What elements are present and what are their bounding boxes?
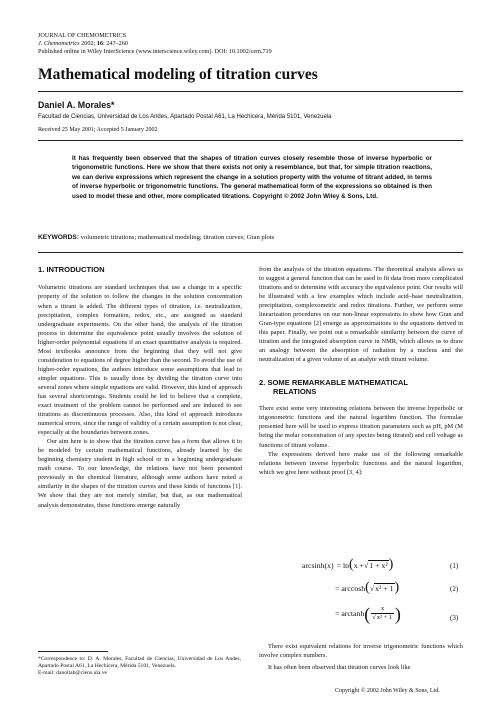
relations-paragraph-4: It has often been observed that titration curves look like [268,664,411,672]
abstract: It has frequently been observed that the shapes of titration curves closely resemble those of inverse hyperbolic or trigonometric functions. Here we show that there exists not only a resemblance, but that, for simple titration reactions, we can derive expressions which represent the change in a solution property with the volume of titrant added, in terms of inverse hyperbolic or trigonometric functions. The general mathematical form of the expressions so obtained is then used to model these and other, more complicated titrations. Copyright © 2002 John Wiley & Sons, Ltd. [72,155,432,200]
footnote-correspondence: *Correspondence to: D. A. Morales, Facultad de Ciencias, Universidad de Los Andes, Apartado Postal A61, La Hechicera, Mérida 5101, Venezuela. [38,656,241,669]
footnote-email: E-mail: danoltab@ciens.ula.ve [38,670,107,676]
eq1-sqrt-term: 1 + x² [369,561,388,570]
section-heading-relations-line1: 2. SOME REMARKABLE MATHEMATICAL [259,377,409,387]
equation-1: arcsinh(x) = ln ( x + √ 1 + x² ) [302,557,394,572]
equation-2: = arccosh ( √ x² + 1 ) [335,580,400,595]
journal-name: JOURNAL OF CHEMOMETRICS [38,32,127,39]
received-dates: Received 25 May 2001; Accepted 5 January 2002 [38,127,158,133]
publication-info: Published online in Wiley InterScience (www.interscience.wiley.com). DOI: 10.1002/cem.719 [38,48,272,55]
equation-1-number: (1) [450,562,459,570]
journal-citation [38,40,272,48]
section-heading-introduction: 1. INTRODUCTION [38,265,105,274]
intro-paragraph-1: Volumetric titrations are standard techniques that use a change in a specific property of the solution to follow the changes in the solution concentration when a titrant is added. The different types of titration, i.e. neutralization, precipitation, complex formation, redox, etc., are assigned as standard undergraduate experiments. On the other hand, the analysis of the titration process to determine the equivalence point usually involves the solution of higher-order polynomial equations if an exact quantitative analysis is required. Most textbooks announce from the beginning that they will not give consideration to equations of degree higher than the second. To avoid the use of higher-order equations, the authors introduce some assumptions that lead to simpler equations. This is usually done by dividing the titration curve into several zones where simple equations are valid. However, this kind of approach has several shortcomings. Students could be led to believe that a complete, exact treatment of the problem cannot be performed and are induced to see titrations as discontinuous processes. Also, this kind of approach introduces numerical errors, since the range of validity of a certain assumption is not clear, especially at the boundaries between zones. [38,284,242,437]
keywords-text: volumetric titrations; mathematical modeling; titration curves; Gran plots [79,234,275,241]
citation-year: 2002; [79,40,97,47]
paper-title: Mathematical modeling of titration curves [38,66,318,83]
author-name: Daniel A. Morales* [38,100,115,110]
equation-3: = arctanh ( $\frac{x}{\text{√x² + 1}}$ ) [335,603,401,624]
relations-paragraph-2: The expressions derived here make use of the following remarkable relations between inverse hyperbolic functions and the natural logarithm, which we give here without proof [3, 4]: [259,450,463,476]
eq3-rhs-function: = arctanh [335,609,365,618]
page-copyright: Copyright © 2002 John Wiley & Sons, Ltd. [335,688,440,694]
equation-2-number: (2) [450,585,459,593]
keywords-rule [38,252,463,253]
title-rule [38,91,463,92]
footnote [38,656,241,677]
journal-header [38,32,272,56]
section-heading-relations-line2: RELATIONS [273,386,317,396]
section-heading-relations [259,378,463,397]
eq1-inner: x + [353,560,364,570]
eq3-fraction: $\frac{x}{\text{√x² + 1}}$ [372,605,392,621]
right-column-continued [259,642,463,672]
intro-paragraph-2: Our aim here is to show that the titration curve has a form that allows it to be modeled by certain mathematical functions, already learned by the beginning chemistry student in high school or in a beginning undergraduate math course. To our knowledge, the relations have not been presented previously in the chemical literature, although some authors have noted a similarity in the shapes of the titration curves and these kinds of functions [1]. We show that they are not merely similar, but that, as our mathematical analysis demonstrates, these functions emerge naturally [38,438,242,509]
eq3-denominator: x² + 1 [376,614,392,621]
right-column [259,265,463,477]
citation-journal: J. Chemometrics [38,40,80,47]
abstract-top-rule [38,140,463,141]
footnote-rule [38,651,108,652]
eq2-sqrt-term: x² + 1 [375,584,394,593]
eq1-rhs-function: = ln [336,560,350,570]
keywords-label: KEYWORDS: [38,234,80,241]
right-paragraph-1: from the analysis of the titration equations. The theoretical analysis allows us to suggest a general function that can be used to fit data from more complicated titrations and to determine with accuracy the equivalence point. Our results will be illustrated with a few examples which include acid–base neutralization, precipitation, complexometric and redox titrations. Further, we perform some linearization procedures on our non-linear expressions to show how Gran and Gran-type equations [2] emerge as approximations to the equations derived in this paper. Finally, we point out a remarkable similarity between the curve of titration and the integrated absorption curve in NMR, which allows us to draw an analogy between the absorption of radiation by a nucleus and the neutralization of a given volume of an analyte with titrant volume. [259,266,463,364]
eq3-numerator: x [381,605,385,612]
citation-pages: : 247–260 [102,40,128,47]
relations-paragraph-1: There exist some very interesting relations between the inverse hyperbolic or trigonometric functions and the natural logarithm function. The formulae presented here will be used to express titration parameters such as pH, pM (M being the molar concentration of any species being titrated) and cell voltage as functions of titrant volume. [259,405,463,449]
left-column [38,265,242,510]
eq1-lhs: arcsinh(x) [302,560,334,570]
keywords [38,234,274,241]
equation-3-number: (3) [450,614,459,622]
author-affiliation: Facultad de Ciencias, Universidad de Los Andes, Apartado Postal A61, La Hechicera, Mérida 5101, Venezuela [38,114,332,120]
eq2-rhs-function: = arccosh [335,583,366,593]
relations-paragraph-3: There exist equivalent relations for inverse trigonometric functions which involve complex numbers. [259,643,463,660]
citation-volume: 16 [96,40,103,47]
